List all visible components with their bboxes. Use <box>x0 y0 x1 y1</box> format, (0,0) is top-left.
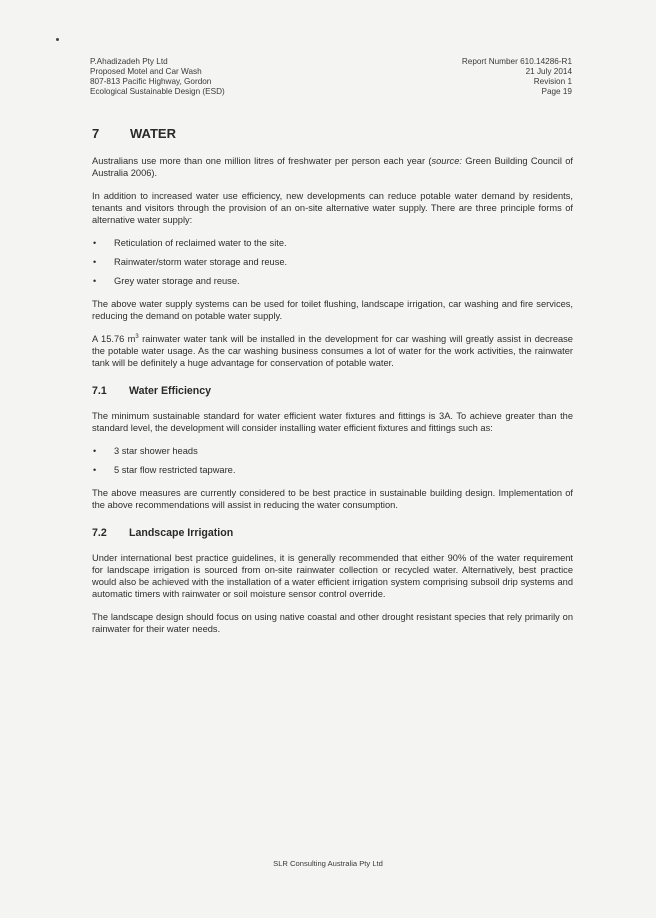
main-content <box>92 128 573 646</box>
intro-paragraph <box>92 155 573 179</box>
list-item: • Reticulation of reclaimed water to the site. <box>92 237 573 249</box>
landscape-design-paragraph: The landscape design should focus on using native coastal and other drought resistant species that rely primarily on rainwater for their water needs. <box>92 612 573 634</box>
header-date: 21 July 2014 <box>525 67 572 76</box>
intro-text: Australians use more than one million litres of freshwater per person each year ( <box>92 156 432 166</box>
supply-uses-paragraph: The above water supply systems can be used for toilet flushing, landscape irrigation, car washing and fire services, reducing the demand on potable water supply. <box>92 299 573 321</box>
cubic-superscript: 3 <box>135 333 139 340</box>
irrigation-guidelines-paragraph: Under international best practice guidelines, it is generally recommended that either 90% of the water requirement for landscape irrigation is sourced from on-site rainwater collection or recycled water. Alternatively, best practice would also be achieved with the installation of a water efficient irrigation system comprising subsoil drip systems and automatic timers with rainwater or soil moisture sensor control override. <box>92 553 573 599</box>
header-client: P.Ahadizadeh Pty Ltd <box>90 57 168 66</box>
subsection-title: Landscape Irrigation <box>129 527 234 539</box>
subsection-number: 7.2 <box>92 527 107 539</box>
section-title: WATER <box>130 126 176 141</box>
header-revision: Revision 1 <box>533 77 572 86</box>
subsection-title: Water Efficiency <box>129 385 212 397</box>
subsection-number: 7.1 <box>92 385 107 397</box>
rainwater-tank-paragraph <box>92 333 573 369</box>
scan-speck <box>56 38 59 41</box>
list-item: • Rainwater/storm water storage and reuse. <box>92 256 573 268</box>
header-report-type: Ecological Sustainable Design (ESD) <box>90 87 225 96</box>
subsection-heading-landscape-irrigation <box>92 527 573 539</box>
intro-source-text: Green Building Council of Australia 2006). <box>92 156 573 178</box>
fixtures-list <box>92 445 573 476</box>
subsection-heading-water-efficiency <box>92 385 573 397</box>
header-page-number: Page 19 <box>541 87 572 96</box>
section-heading <box>92 128 573 140</box>
alternative-supply-paragraph: In addition to increased water use efficiency, new developments can reduce potable water demand by residents, tenants and visitors through the provision of an on-site alternative water supply. There are three principle forms of alternative water supply: <box>92 191 573 225</box>
best-practice-paragraph: The above measures are currently considered to be best practice in sustainable building design. Implementation of the above recommendations will assist in reducing the water consumption. <box>92 488 573 510</box>
section-number: 7 <box>92 126 100 141</box>
list-item: • Grey water storage and reuse. <box>92 275 573 287</box>
tank-text-start: A 15.76 m <box>92 334 136 344</box>
page-footer: SLR Consulting Australia Pty Ltd <box>273 859 383 868</box>
header-project: Proposed Motel and Car Wash <box>90 67 202 76</box>
header-address: 807-813 Pacific Highway, Gordon <box>90 77 212 86</box>
tank-text-end: rainwater water tank will be installed in the development for car washing will greatly assist in decrease the potable water usage. As the car washing business consumes a lot of water for the work activities, the rainwater tank will be definitely a huge advantage for conservation of potable water. <box>92 334 573 368</box>
header-left <box>90 57 225 97</box>
source-label: source: <box>431 156 462 166</box>
header-right <box>462 57 572 97</box>
header-report-number: Report Number 610.14286-R1 <box>461 57 572 66</box>
efficiency-standard-paragraph: The minimum sustainable standard for water efficient water fixtures and fittings is 3A. To achieve greater than the standard level, the development will consider installing water efficient fixtures and fittings such as: <box>92 411 573 433</box>
list-item: • 3 star shower heads <box>92 445 573 457</box>
list-item: • 5 star flow restricted tapware. <box>92 464 573 476</box>
supply-forms-list <box>92 237 573 287</box>
